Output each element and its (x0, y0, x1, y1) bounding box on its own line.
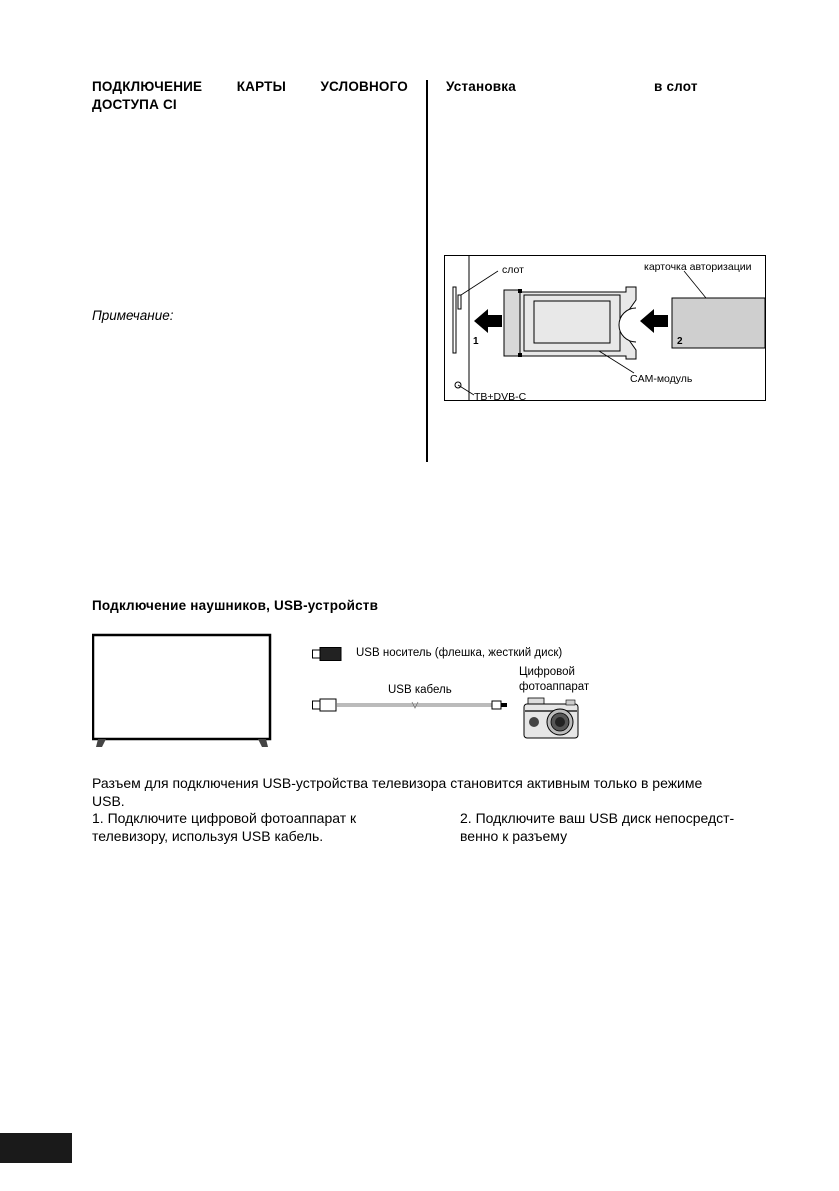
usb-storage-label: USB носитель (флешка, жесткий диск) (356, 647, 563, 659)
step1-line2: телевизору, используя USB кабель. (92, 828, 324, 844)
usb-paragraph-line2: USB. (92, 793, 125, 809)
camera-label-line1: Цифровой (519, 666, 575, 678)
cam-figure-svg (444, 255, 767, 403)
camera-label-line2: фотоаппарат (519, 681, 590, 693)
heading-word: КАРТЫ (236, 79, 286, 94)
usb-section-title: Подключение наушников, USB-устройств (92, 598, 379, 613)
tv-illustration (92, 633, 272, 749)
step2-line1: 2. Подключите ваш USB диск непосредст- (460, 810, 735, 826)
cam-label-area (534, 301, 610, 343)
column-divider (426, 80, 428, 462)
usb-stick-icon (312, 647, 342, 661)
module-label: CAM-модуль (630, 373, 693, 385)
note-label: Примечание: (92, 308, 174, 323)
auth-card-shape (672, 298, 765, 348)
cam-connector (504, 290, 520, 356)
left-heading-line2: ДОСТУПА CI (92, 97, 177, 112)
page-edge-tab (0, 1133, 72, 1163)
step-1-label: 1 (473, 336, 479, 347)
card-label: карточка авторизации (644, 261, 752, 273)
camera-icon (522, 697, 580, 739)
step1-line1: 1. Подключите цифровой фотоаппарат к (92, 810, 357, 826)
tv-label: ТВ+DVB-C (474, 391, 527, 403)
step-2-label: 2 (677, 336, 683, 347)
heading-word: УСЛОВНОГО (320, 79, 408, 94)
tv-screen (93, 635, 270, 739)
right-heading-left: Установка (446, 79, 516, 94)
slot-label: слот (502, 264, 524, 276)
step2-line2: венно к разъему (460, 828, 568, 844)
usb-cable-label: USB кабель (388, 684, 452, 696)
usb-cable-icon (312, 698, 512, 712)
heading-word: ПОДКЛЮЧЕНИЕ (92, 79, 203, 94)
cam-module-figure (444, 255, 767, 403)
tv-svg (92, 633, 272, 749)
usb-paragraph-line1: Разъем для подключения USB-устройства телевизора становится активным только в режиме (92, 775, 703, 791)
right-heading-right: в слот (654, 79, 698, 94)
left-heading-line1 (92, 79, 408, 94)
